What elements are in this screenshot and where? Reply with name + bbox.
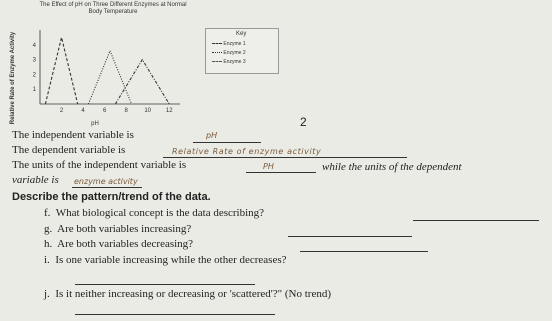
question-label: f. [44,207,51,219]
question-label: i. [44,254,50,266]
dependent-variable-answer: Relative Rate of enzyme activity [172,147,322,156]
units-blank[interactable] [246,172,316,173]
question-text: Is it neither increasing or decreasing or 'scattered'?" (No trend) [55,288,332,300]
question-g-answer-line[interactable] [288,236,412,237]
dependent-variable-label: The dependent variable is [12,144,126,156]
question-i [44,254,287,266]
y-tick-label: 3 [32,57,36,64]
legend [205,28,279,74]
chart-svg [0,0,200,130]
legend-item-enzyme-2 [212,50,246,56]
section-heading: Describe the pattern/trend of the data. [12,191,211,203]
independent-variable-blank[interactable] [193,142,261,143]
x-tick-label: 10 [144,108,152,114]
question-label: j. [44,288,50,300]
y-axis-label: Relative Rate of Enzyme Activity [10,31,16,125]
chart-marks [33,37,174,114]
series-line-enzyme-1 [45,37,77,104]
legend-label: Enzyme 2 [223,50,246,56]
question-j [44,288,331,300]
question-h [44,238,193,250]
question-f [44,207,264,219]
series-line-enzyme-3 [115,60,169,104]
legend-title: Key [236,31,247,37]
question-i-answer-line[interactable] [75,284,255,285]
question-g [44,223,191,235]
x-tick-label: 2 [59,108,64,114]
y-tick-label: 4 [32,42,36,49]
legend-label: Enzyme 3 [223,59,246,65]
independent-variable-label: The independent variable is [12,129,134,141]
question-text: Are both variables decreasing? [57,238,194,250]
legend-swatch-dotted [212,52,222,53]
variable-is-blank[interactable] [72,187,142,188]
x-tick-label: 4 [81,108,85,114]
units-answer: PH [263,162,274,171]
variable-is-label: variable is [12,174,59,186]
question-label: g. [44,223,53,235]
legend-item-enzyme-1 [212,41,246,47]
legend-label: Enzyme 1 [223,41,246,47]
x-axis-label: pH [91,121,99,127]
x-tick-label: 8 [124,108,128,114]
dependent-variable-blank[interactable] [163,157,407,158]
question-text: Are both variables increasing? [57,223,192,235]
chart [0,0,300,130]
variable-is-answer: enzyme activity [74,177,138,186]
legend-swatch-dashed [212,43,222,44]
question-h-answer-line[interactable] [300,251,428,252]
legend-swatch-dash-dot [212,61,222,62]
y-tick-label: 2 [32,72,36,79]
question-text: What biological concept is the data describing? [55,207,265,219]
x-tick-label: 12 [165,108,173,114]
question-text: Is one variable increasing while the other decreases? [55,254,287,266]
question-f-answer-line[interactable] [413,220,539,221]
units-label: The units of the independent variable is [12,159,187,171]
question-label: h. [44,238,53,250]
question-j-answer-line[interactable] [75,314,275,315]
x-tick-label: 6 [102,108,107,114]
series-line-enzyme-2 [88,51,131,104]
legend-item-enzyme-3 [212,59,246,65]
chart-title-text: The Effect of pH on Three Different Enzymes at Normal Body Temperature [39,2,187,15]
units-tail: while the units of the dependent [322,161,462,173]
page-number: 2 [300,115,307,129]
independent-variable-answer: pH [206,131,218,140]
y-tick-label: 1 [32,87,36,94]
